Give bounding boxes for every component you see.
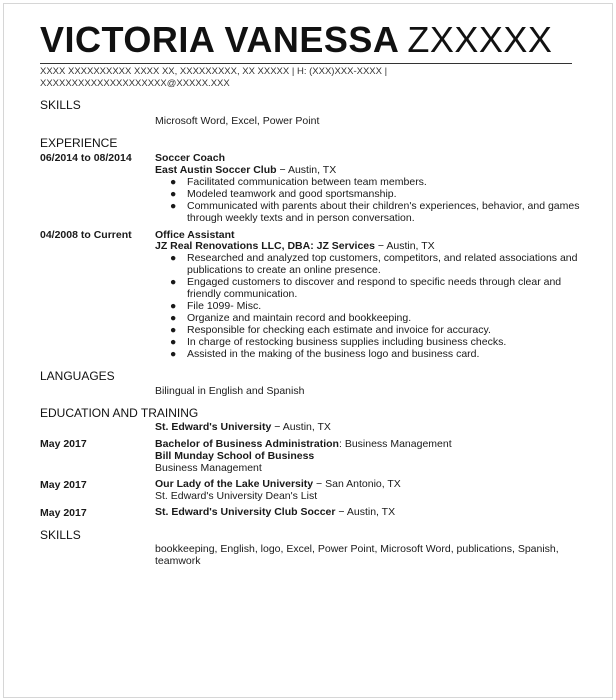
education-heading: EDUCATION AND TRAINING xyxy=(40,406,199,420)
school-name: Our Lady of the Lake University xyxy=(155,478,314,490)
education-entry xyxy=(155,506,575,518)
school-name: St. Edward's University xyxy=(155,421,272,433)
list-item xyxy=(170,312,580,324)
last-name: ZXXXXX xyxy=(407,19,553,60)
bullet-text: Responsible for checking each estimate and invoice for accuracy. xyxy=(187,324,491,336)
bullet-text: Researched and analyzed top customers, competitors, and related associations and publications to create an online presence. xyxy=(187,252,578,276)
candidate-name xyxy=(40,20,552,60)
skills-heading-2: SKILLS xyxy=(40,528,81,542)
skills-text-2: bookkeeping, English, logo, Excel, Power Point, Microsoft Word, publications, Spanish, teamwork xyxy=(155,543,559,567)
company-name: JZ Real Renovations LLC, DBA: JZ Services xyxy=(155,240,375,252)
education-entry xyxy=(155,478,575,490)
degree-name: Bachelor of Business Administration xyxy=(155,438,339,450)
job-employer xyxy=(155,240,575,252)
separator: − xyxy=(276,164,288,176)
list-item xyxy=(170,300,580,312)
education-degree xyxy=(155,438,575,450)
separator: − xyxy=(335,506,347,518)
bullet-text: Engaged customers to discover and respond to specific needs through clear and friendly communication. xyxy=(187,276,562,300)
education-date: May 2017 xyxy=(40,479,87,491)
separator: − xyxy=(374,240,387,252)
separator: − xyxy=(271,421,283,433)
bullet-icon: ● xyxy=(170,188,177,200)
list-item xyxy=(170,252,580,276)
list-item xyxy=(170,324,580,336)
contact-email: XXXXXXXXXXXXXXXXXXXX@XXXXX.XXX xyxy=(40,78,230,89)
contact-address-phone: XXXX XXXXXXXXXX XXXX XX, XXXXXXXXX, XX XXXXX | H: (XXX)XXX-XXXX | xyxy=(40,66,388,77)
job-employer xyxy=(155,164,575,176)
list-item xyxy=(170,176,580,188)
bullet-text: Organize and maintain record and bookkeeping. xyxy=(187,312,412,324)
list-item xyxy=(170,276,580,300)
education-detail: Business Management xyxy=(155,462,262,474)
bullet-icon: ● xyxy=(170,336,177,348)
degree-field: : Business Management xyxy=(338,438,452,450)
experience-heading: EXPERIENCE xyxy=(40,136,118,150)
bullet-text: Facilitated communication between team members. xyxy=(187,176,427,188)
list-item xyxy=(170,188,580,200)
bullet-text: Communicated with parents about their children's experiences, behavior, and games through weekly texts and in person conversation. xyxy=(187,200,580,224)
education-detail: St. Edward's University Dean's List xyxy=(155,490,318,502)
bullet-text: File 1099- Misc. xyxy=(187,300,262,312)
languages-heading: LANGUAGES xyxy=(40,369,115,383)
school-location: Austin, TX xyxy=(282,421,331,433)
languages-text: Bilingual in English and Spanish xyxy=(155,385,305,397)
bullet-icon: ● xyxy=(170,324,177,336)
job-bullets xyxy=(170,176,580,224)
bullet-icon: ● xyxy=(170,348,177,360)
bullet-icon: ● xyxy=(170,312,177,324)
skills-heading: SKILLS xyxy=(40,98,81,112)
job-dates: 06/2014 to 08/2014 xyxy=(40,152,132,164)
job-location: Austin, TX xyxy=(287,164,337,176)
job-title: Office Assistant xyxy=(155,229,235,241)
list-item xyxy=(170,200,580,224)
school-name: St. Edward's University Club Soccer xyxy=(155,506,336,518)
job-dates: 04/2008 to Current xyxy=(40,229,132,241)
education-entry xyxy=(155,421,575,433)
school-name: Bill Munday School of Business xyxy=(155,450,315,462)
bullet-text: Modeled teamwork and good sportsmanship. xyxy=(187,188,397,200)
job-bullets xyxy=(170,252,580,360)
school-location: San Antonio, TX xyxy=(325,478,401,490)
bullet-icon: ● xyxy=(170,252,177,264)
bullet-text: Assisted in the making of the business logo and business card. xyxy=(187,348,480,360)
list-item xyxy=(170,348,580,360)
bullet-icon: ● xyxy=(170,200,177,212)
bullet-icon: ● xyxy=(170,300,177,312)
contact-info xyxy=(40,66,560,90)
separator: − xyxy=(313,478,326,490)
bullet-text: In charge of restocking business supplies including business checks. xyxy=(187,336,507,348)
bullet-icon: ● xyxy=(170,276,177,288)
education-date: May 2017 xyxy=(40,438,87,450)
education-date: May 2017 xyxy=(40,507,87,519)
list-item xyxy=(170,336,580,348)
header-rule xyxy=(40,63,572,64)
job-location: Austin, TX xyxy=(386,240,435,252)
skills-text: Microsoft Word, Excel, Power Point xyxy=(155,115,320,127)
bullet-icon: ● xyxy=(170,176,177,188)
school-location: Austin, TX xyxy=(346,506,396,518)
company-name: East Austin Soccer Club xyxy=(155,164,277,176)
first-name: VICTORIA VANESSA xyxy=(40,19,400,60)
job-title: Soccer Coach xyxy=(155,152,226,164)
